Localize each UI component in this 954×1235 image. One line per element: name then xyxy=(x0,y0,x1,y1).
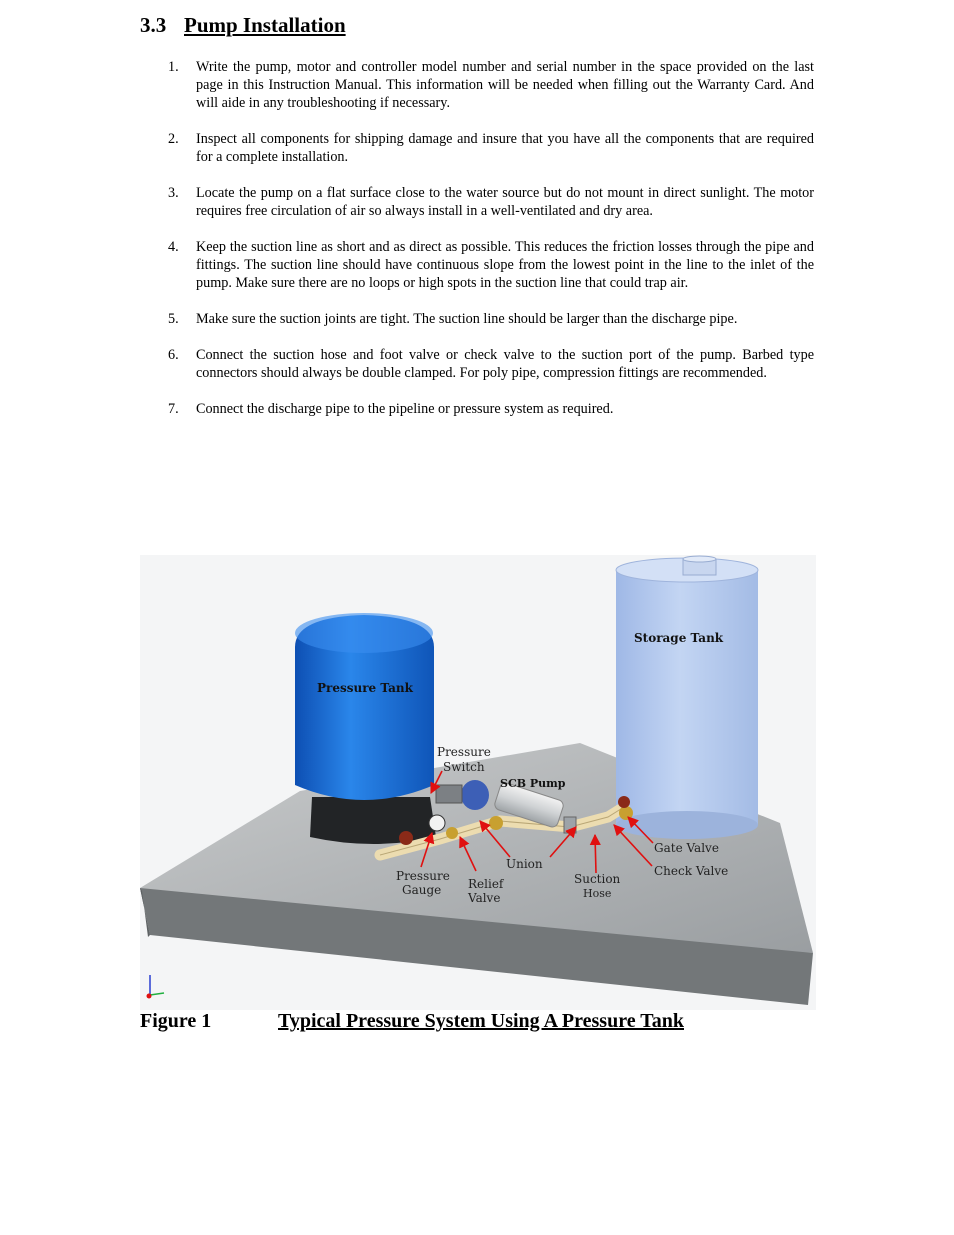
relief-valve-label-line1: Relief xyxy=(468,877,504,891)
relief-valve-label-line2: Valve xyxy=(468,891,501,905)
step-number: 5. xyxy=(168,311,179,327)
step-text: Keep the suction line as short and as direct as possible. This reduces the friction losses through the pipe and fittings. The suction line should have continuous slope from the lowest point in the line to the inlet of the pump. Make sure there are no loops or high spots in the suction line that could trap air. xyxy=(196,239,814,291)
step-number: 6. xyxy=(168,347,179,363)
step-text: Connect the discharge pipe to the pipeline or pressure system as required. xyxy=(196,401,614,417)
pressure-switch-label-line1: Pressure xyxy=(437,745,491,759)
step-text: Locate the pump on a flat surface close to the water source but do not mount in direct sunlight. The motor requires free circulation of air so always install in a well-ventilated and dry area. xyxy=(196,185,814,219)
step-item xyxy=(168,130,814,166)
figure-title: Typical Pressure System Using A Pressure Tank xyxy=(278,1010,684,1032)
pressure-switch-label-line2: Switch xyxy=(443,760,485,774)
step-number: 4. xyxy=(168,239,179,255)
step-number: 2. xyxy=(168,131,179,147)
pressure-tank-label: Pressure Tank xyxy=(317,681,413,695)
step-number: 1. xyxy=(168,59,179,75)
step-text: Connect the suction hose and foot valve or check valve to the suction port of the pump. Barbed type connectors should always be double clamped. For poly pipe, compression fittings are recommended. xyxy=(196,347,814,381)
step-text: Inspect all components for shipping damage and insure that you have all the components that are required for a complete installation. xyxy=(196,131,814,165)
step-number: 7. xyxy=(168,401,179,417)
step-item xyxy=(168,346,814,382)
check-valve-label: Check Valve xyxy=(654,864,729,878)
step-item xyxy=(168,238,814,292)
gate-valve-label: Gate Valve xyxy=(654,841,719,855)
suction-hose-label-line2: Hose xyxy=(583,887,612,900)
figure-number: Figure 1 xyxy=(140,1010,212,1032)
step-item xyxy=(168,310,814,328)
section-number: 3.3 xyxy=(140,13,167,37)
installation-steps xyxy=(168,58,814,436)
scb-pump-label: SCB Pump xyxy=(500,777,566,790)
pressure-tank xyxy=(295,613,436,844)
union-label: Union xyxy=(506,857,543,871)
pressure-gauge-label-line1: Pressure xyxy=(396,869,450,883)
step-text: Make sure the suction joints are tight. The suction line should be larger than the discharge pipe. xyxy=(196,311,738,327)
storage-tank xyxy=(616,556,758,839)
section-heading xyxy=(140,13,346,38)
step-item xyxy=(168,184,814,220)
pressure-system-figure xyxy=(140,555,816,1010)
step-number: 3. xyxy=(168,185,179,201)
storage-tank-label: Storage Tank xyxy=(634,631,724,645)
step-item xyxy=(168,58,814,112)
suction-hose-label-line1: Suction xyxy=(574,872,621,886)
section-title: Pump Installation xyxy=(184,13,346,37)
pressure-system-illustration xyxy=(140,555,816,1010)
step-item xyxy=(168,400,814,418)
pressure-gauge-label-line2: Gauge xyxy=(402,883,442,897)
step-text: Write the pump, motor and controller model number and serial number in the space provided on the last page in this Instruction Manual. This information will be needed when filling out the Warranty Card. And will aide in any troubleshooting if necessary. xyxy=(196,59,814,111)
